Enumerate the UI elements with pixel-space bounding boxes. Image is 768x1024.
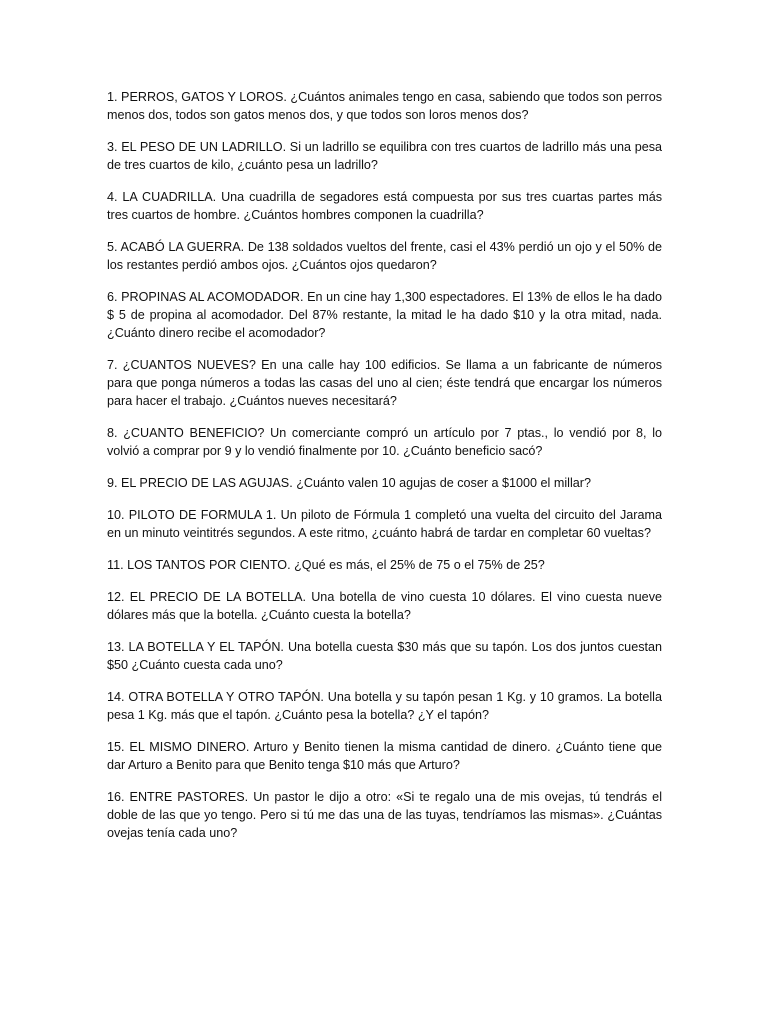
- problem-7: 7. ¿CUANTOS NUEVES? En una calle hay 100 edificios. Se llama a un fabricante de números para que ponga números a todas las casas del uno al cien; éste tendrá que encargar los números para hacer el trabajo. ¿Cuántos nueves necesitará?: [107, 358, 662, 408]
- problem-16: 16. ENTRE PASTORES. Un pastor le dijo a otro: «Si te regalo una de mis ovejas, tú tendrás el doble de las que yo tengo. Pero si tú me das una de las tuyas, tendríamos las mismas». ¿Cuántas ovejas tenía cada uno?: [107, 790, 662, 840]
- problem-10: 10. PILOTO DE FORMULA 1. Un piloto de Fórmula 1 completó una vuelta del circuito del Jarama en un minuto veintitrés segundos. A este ritmo, ¿cuánto habrá de tardar en completar 60 vueltas?: [107, 508, 662, 540]
- problem-3: 3. EL PESO DE UN LADRILLO. Si un ladrillo se equilibra con tres cuartos de ladrillo más una pesa de tres cuartos de kilo, ¿cuánto pesa un ladrillo?: [107, 140, 662, 172]
- problem-4: 4. LA CUADRILLA. Una cuadrilla de segadores está compuesta por sus tres cuartas partes más tres cuartos de hombre. ¿Cuántos hombres componen la cuadrilla?: [107, 190, 662, 222]
- problem-1: 1. PERROS, GATOS Y LOROS. ¿Cuántos animales tengo en casa, sabiendo que todos son perros menos dos, todos son gatos menos dos, y que todos son loros menos dos?: [107, 90, 662, 122]
- problem-13: 13. LA BOTELLA Y EL TAPÓN. Una botella cuesta $30 más que su tapón. Los dos juntos cuestan $50 ¿Cuánto cuesta cada uno?: [107, 640, 662, 672]
- problem-8: 8. ¿CUANTO BENEFICIO? Un comerciante compró un artículo por 7 ptas., lo vendió por 8, lo volvió a comprar por 9 y lo vendió finalmente por 10. ¿Cuánto beneficio sacó?: [107, 426, 662, 458]
- problem-9: 9. EL PRECIO DE LAS AGUJAS. ¿Cuánto valen 10 agujas de coser a $1000 el millar?: [107, 476, 591, 490]
- document-page: [107, 88, 662, 856]
- problem-14: 14. OTRA BOTELLA Y OTRO TAPÓN. Una botella y su tapón pesan 1 Kg. y 10 gramos. La botella pesa 1 Kg. más que el tapón. ¿Cuánto pesa la botella? ¿Y el tapón?: [107, 690, 662, 722]
- problem-6: 6. PROPINAS AL ACOMODADOR. En un cine hay 1,300 espectadores. El 13% de ellos le ha dado $ 5 de propina al acomodador. Del 87% restante, la mitad le ha dado $10 y la otra mitad, nada. ¿Cuánto dinero recibe el acomodador?: [107, 290, 662, 340]
- problem-15: 15. EL MISMO DINERO. Arturo y Benito tienen la misma cantidad de dinero. ¿Cuánto tiene que dar Arturo a Benito para que Benito tenga $10 más que Arturo?: [107, 740, 662, 772]
- problem-12: 12. EL PRECIO DE LA BOTELLA. Una botella de vino cuesta 10 dólares. El vino cuesta nueve dólares más que la botella. ¿Cuánto cuesta la botella?: [107, 590, 662, 622]
- problem-5: 5. ACABÓ LA GUERRA. De 138 soldados vueltos del frente, casi el 43% perdió un ojo y el 50% de los restantes perdió ambos ojos. ¿Cuántos ojos quedaron?: [107, 240, 662, 272]
- problem-11: 11. LOS TANTOS POR CIENTO. ¿Qué es más, el 25% de 75 o el 75% de 25?: [107, 558, 545, 572]
